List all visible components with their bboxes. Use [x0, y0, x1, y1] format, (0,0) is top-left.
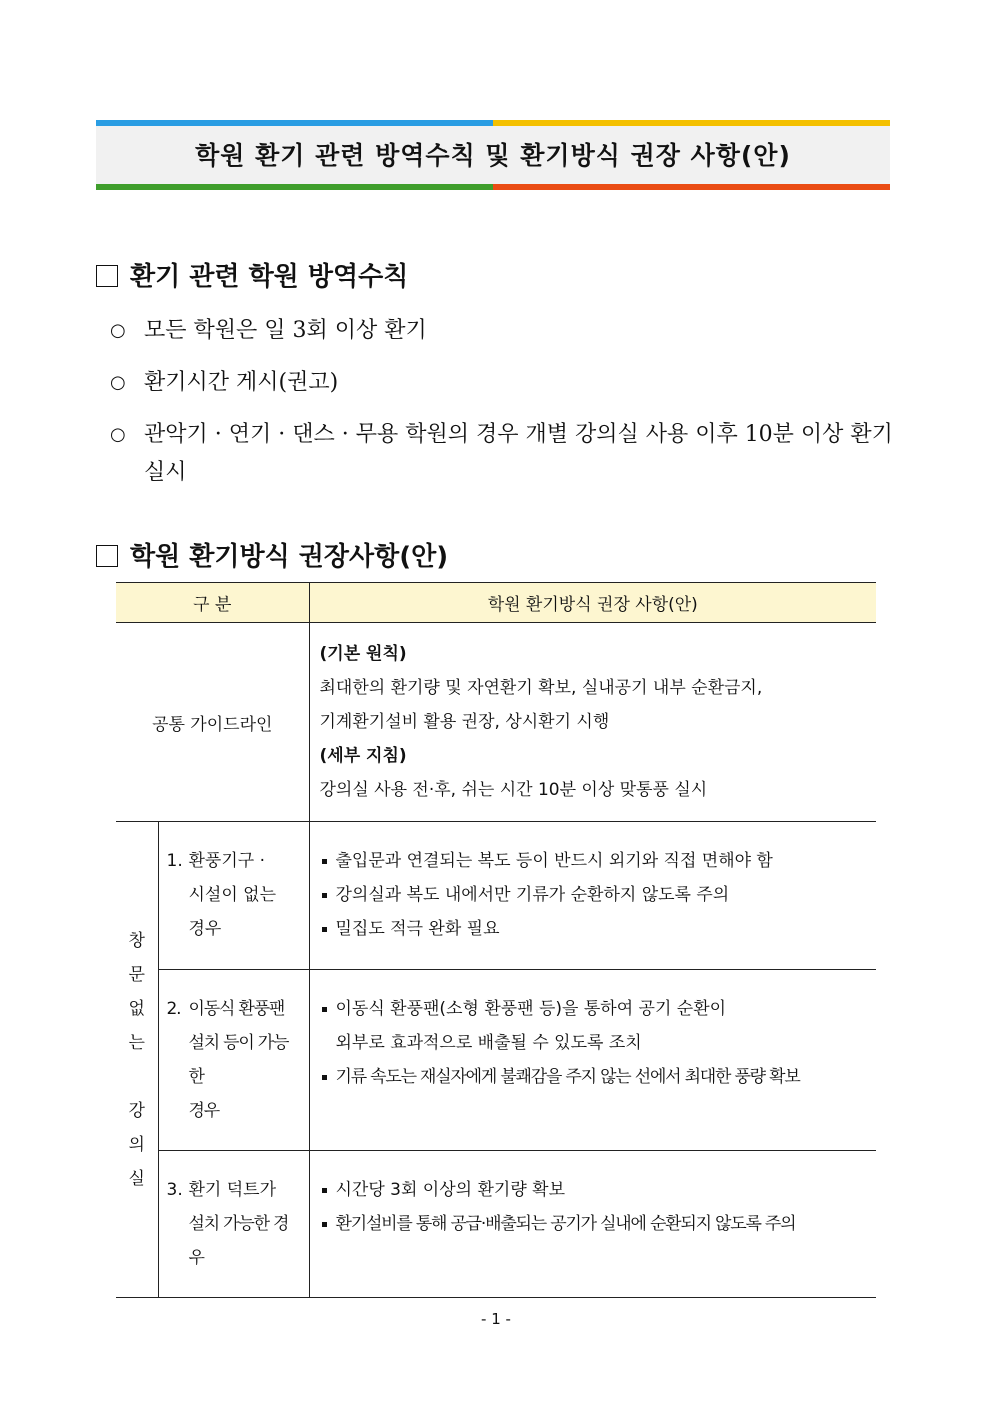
page-title: 학원 환기 관련 방역수칙 및 환기방식 권장 사항(안): [195, 141, 791, 170]
list-item: ○ 모든 학원은 일 3회 이상 환기: [110, 312, 910, 350]
basic-principle-title: (기본 원칙): [319, 644, 407, 664]
group-label-no-window-classroom: 창 문 없 는 강 의 실: [116, 822, 158, 1298]
circle-bullet-icon: ○: [110, 320, 126, 341]
table-header-row: [116, 583, 876, 623]
case2-items: [309, 970, 876, 1151]
table-row-case2: [116, 970, 876, 1151]
basic-principle-line: 기계환기설비 활용 권장, 상시환기 시행: [319, 712, 610, 732]
table-row-case1: [116, 822, 876, 970]
list-item: 이동식 환풍팬(소형 환풍팬 등)을 통하여 공기 순환이: [322, 992, 869, 1026]
guideline-table: [116, 582, 876, 1298]
title-banner: [96, 120, 890, 190]
common-label: 공통 가이드라인: [116, 623, 309, 822]
case3-label: 3. 환기 덕트가 설치 가능한 경우: [158, 1151, 309, 1298]
circle-bullet-icon: ○: [110, 424, 126, 445]
list-item: 강의실과 복도 내에서만 기류가 순환하지 않도록 주의: [322, 878, 869, 912]
header-category: 구 분: [116, 583, 309, 623]
banner-bar-orange: [493, 184, 890, 190]
banner-bar-green: [96, 184, 493, 190]
detail-guide-line: 강의실 사용 전·후, 쉬는 시간 10분 이상 맞통풍 실시: [319, 780, 708, 800]
banner-bar-blue: [96, 120, 493, 126]
section1-heading-text: 환기 관련 학원 방역수칙: [130, 262, 409, 292]
banner-bar-yellow: [493, 120, 890, 126]
basic-principle-line: 최대한의 환기량 및 자연환기 확보, 실내공기 내부 순환금지,: [319, 678, 763, 698]
table-row-common: [116, 623, 876, 822]
section2-heading-text: 학원 환기방식 권장사항(안): [130, 542, 449, 572]
case1-items: [309, 822, 876, 970]
case2-label: 2. 이동식 환풍팬 설치 등이 가능한 경우: [158, 970, 309, 1151]
list-item-continuation: 외부로 효과적으로 배출될 수 있도록 조치: [335, 1033, 642, 1053]
circle-bullet-icon: ○: [110, 372, 126, 393]
section2-heading: [96, 536, 448, 573]
list-item: 밀집도 적극 완화 필요: [322, 912, 869, 946]
checkbox-square-icon: [96, 545, 118, 567]
table-row-case3: [116, 1151, 876, 1298]
list-item: ○ 환기시간 게시(권고): [110, 364, 910, 402]
section1-list: [110, 312, 910, 506]
header-content: 학원 환기방식 권장 사항(안): [309, 583, 876, 623]
checkbox-square-icon: [96, 265, 118, 287]
detail-guide-title: (세부 지침): [319, 746, 407, 766]
list-item: 기류 속도는 재실자에게 불쾌감을 주지 않는 선에서 최대한 풍량 확보: [322, 1060, 869, 1094]
common-details: [309, 623, 876, 822]
case1-label: 1. 환풍기구 · 시설이 없는 경우: [158, 822, 309, 970]
section1-heading: [96, 256, 408, 293]
list-item: 환기설비를 통해 공급·배출되는 공기가 실내에 순환되지 않도록 주의: [322, 1207, 869, 1241]
list-item: ○ 관악기 · 연기 · 댄스 · 무용 학원의 경우 개별 강의실 사용 이후 10분 이상 환기 실시: [110, 416, 910, 492]
list-item: 시간당 3회 이상의 환기량 확보: [322, 1173, 869, 1207]
list-item: 출입문과 연결되는 복도 등이 반드시 외기와 직접 면해야 함: [322, 844, 869, 878]
page-number: - 1 -: [481, 1310, 511, 1328]
case3-items: [309, 1151, 876, 1298]
